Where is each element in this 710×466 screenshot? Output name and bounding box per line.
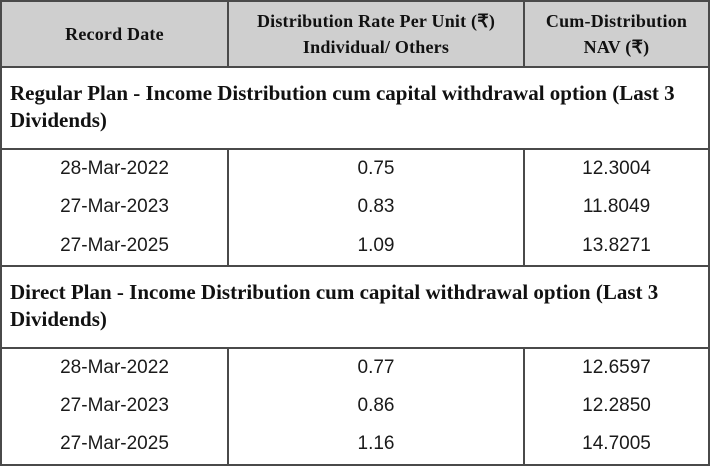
cell-record-date: 27-Mar-2023 (2, 188, 228, 226)
cell-distribution-rate: 0.77 (228, 348, 524, 387)
section-header-cell (2, 67, 708, 149)
cell-cum-distribution-nav: 12.2850 (524, 387, 708, 425)
column-header-record-date (2, 2, 228, 67)
cell-cum-distribution-nav: 13.8271 (524, 227, 708, 266)
cell-distribution-rate: 0.75 (228, 149, 524, 188)
column-header-cum-distribution-nav-line1: Cum-Distribution (545, 11, 688, 31)
column-header-distribution-rate-line1: Distribution Rate Per Unit (₹) (256, 11, 496, 31)
cell-record-date: 27-Mar-2025 (2, 426, 228, 464)
cell-cum-distribution-nav: 11.8049 (524, 188, 708, 226)
cell-cum-distribution-nav: 12.6597 (524, 348, 708, 387)
cell-cum-distribution-nav: 12.3004 (524, 149, 708, 188)
cell-record-date: 28-Mar-2022 (2, 149, 228, 188)
section-header-cell (2, 266, 708, 348)
column-header-distribution-rate (228, 2, 524, 67)
distribution-table (2, 2, 708, 464)
section-header-row (2, 266, 708, 348)
table-header-row (2, 2, 708, 67)
table-row (2, 149, 708, 188)
column-header-cum-distribution-nav (524, 2, 708, 67)
table-body (2, 67, 708, 464)
cell-distribution-rate: 1.16 (228, 426, 524, 464)
cell-distribution-rate: 0.86 (228, 387, 524, 425)
cell-cum-distribution-nav: 14.7005 (524, 426, 708, 464)
column-header-cum-distribution-nav-line2: NAV (₹) (583, 37, 650, 58)
table-row (2, 426, 708, 464)
section-header-row (2, 67, 708, 149)
table-row (2, 348, 708, 387)
cell-distribution-rate: 1.09 (228, 227, 524, 266)
cell-distribution-rate: 0.83 (228, 188, 524, 226)
section-title-regular-plan: Regular Plan - Income Distribution cum capital withdrawal option (Last 3 Dividends) (10, 81, 675, 133)
cell-record-date: 28-Mar-2022 (2, 348, 228, 387)
table-row (2, 188, 708, 226)
table-header (2, 2, 708, 67)
table-row (2, 387, 708, 425)
cell-record-date: 27-Mar-2025 (2, 227, 228, 266)
table-row (2, 227, 708, 266)
column-header-distribution-rate-line2: Individual/ Others (302, 37, 450, 58)
column-header-record-date-line1: Record Date (65, 24, 164, 45)
cell-record-date: 27-Mar-2023 (2, 387, 228, 425)
section-title-direct-plan: Direct Plan - Income Distribution cum capital withdrawal option (Last 3 Dividends) (10, 280, 659, 332)
